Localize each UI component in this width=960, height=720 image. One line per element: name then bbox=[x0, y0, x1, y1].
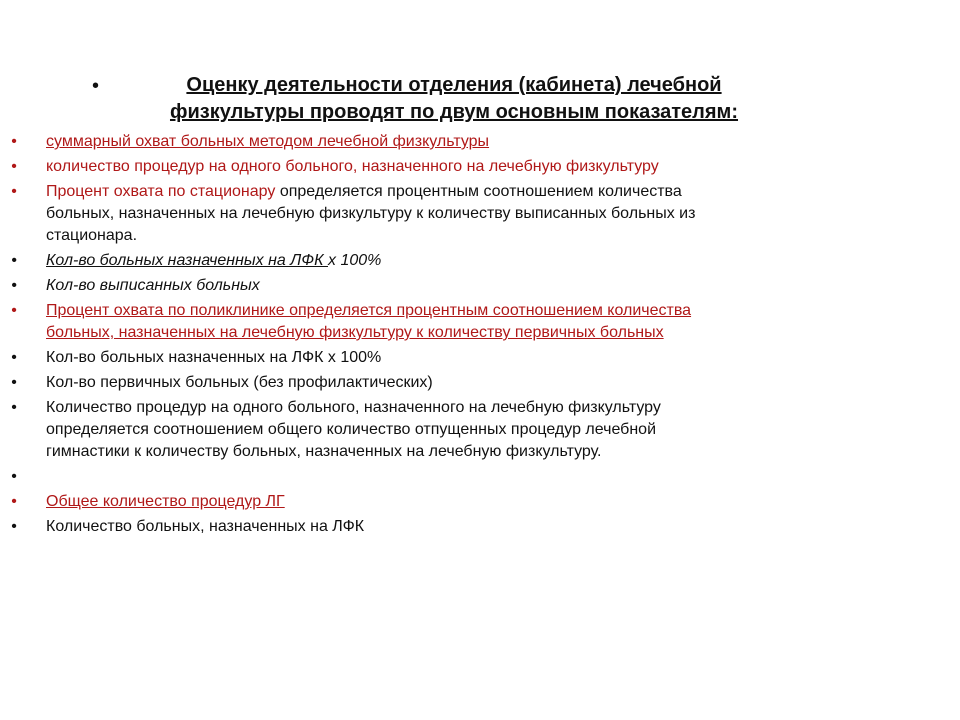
heading-block bbox=[92, 72, 792, 126]
item-lead: Процент охвата по стационару bbox=[46, 183, 276, 200]
item-text: Кол-во выписанных больных bbox=[46, 277, 260, 294]
item-text-line-2: больных, назначенных на лечебную физкультуру к количеству первичных больных bbox=[46, 324, 664, 341]
item-text-line-2: определяется соотношением общего количество отпущенных процедур лечебной bbox=[46, 421, 656, 438]
heading-line-2: физкультуры проводят по двум основным показателям: bbox=[169, 101, 739, 123]
bullet: • bbox=[11, 158, 17, 175]
item-text: Кол-во больных назначенных на ЛФК х 100% bbox=[46, 349, 382, 366]
item-lead: Кол-во больных назначенных на ЛФК bbox=[46, 252, 328, 269]
bullet: • bbox=[11, 493, 17, 510]
bullet: • bbox=[11, 468, 17, 485]
bullet: • bbox=[11, 277, 17, 294]
item-text: определяется процентным соотношением количества bbox=[275, 183, 682, 200]
page-heading bbox=[116, 72, 792, 126]
item-text-line-1: Процент охвата по поликлинике определяется процентным соотношением количества bbox=[46, 302, 692, 319]
item-text: Кол-во первичных больных (без профилактических) bbox=[46, 374, 433, 391]
bullet: • bbox=[11, 349, 17, 366]
heading-line-1: Оценку деятельности отделения (кабинета) лечебной bbox=[186, 74, 722, 96]
bullet: • bbox=[11, 399, 17, 416]
list-item bbox=[8, 250, 828, 272]
bullet: • bbox=[11, 133, 17, 150]
item-text-line-2: больных, назначенных на лечебную физкультуру к количеству выписанных больных из bbox=[46, 205, 696, 222]
list-item bbox=[8, 491, 828, 513]
item-text: Общее количество процедур ЛГ bbox=[46, 493, 285, 510]
list-item bbox=[8, 156, 828, 178]
bullet: • bbox=[11, 302, 17, 319]
item-text: х 100% bbox=[328, 252, 382, 269]
list-item bbox=[8, 275, 828, 297]
item-text-line-3: гимнастики к количеству больных, назначенных на лечебную физкультуру. bbox=[46, 443, 602, 460]
bullet-list bbox=[8, 131, 828, 541]
list-item bbox=[8, 397, 828, 463]
item-text: количество процедур на одного больного, назначенного на лечебную физкультуру bbox=[46, 158, 659, 175]
bullet: • bbox=[11, 374, 17, 391]
list-item bbox=[8, 131, 828, 153]
list-item bbox=[8, 372, 828, 394]
list-item bbox=[8, 300, 828, 344]
item-text-line-1: Количество процедур на одного больного, назначенного на лечебную физкультуру bbox=[46, 399, 661, 416]
bullet: • bbox=[11, 183, 17, 200]
list-item bbox=[8, 466, 828, 488]
bullet: • bbox=[11, 252, 17, 269]
item-text: суммарный охват больных методом лечебной физкультуры bbox=[46, 133, 490, 150]
list-item bbox=[8, 347, 828, 369]
item-text: Количество больных, назначенных на ЛФК bbox=[46, 518, 365, 535]
heading-bullet: • bbox=[92, 75, 100, 97]
item-text-line-3: стационара. bbox=[46, 227, 138, 244]
bullet: • bbox=[11, 518, 17, 535]
list-item bbox=[8, 181, 828, 247]
list-item bbox=[8, 516, 828, 538]
